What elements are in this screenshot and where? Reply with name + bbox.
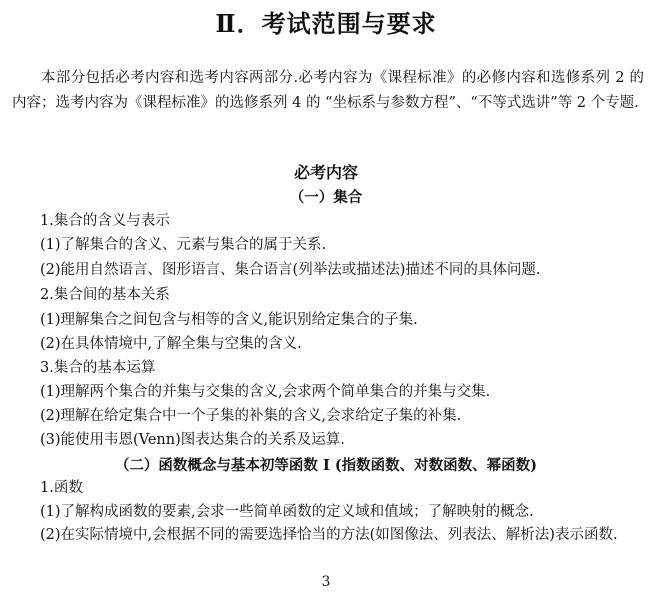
section-1-line: 3.集合的基本运算 [40,360,156,376]
section-1-line: 1.集合的含义与表示 [40,213,170,229]
page-title: Ⅱ．考试范围与要求 [215,9,437,38]
section-2-line: (2)在实际情境中,会根据不同的需要选择恰当的方法(如图像法、列表法、解析法)表示函数. [40,527,618,543]
section-1-line: (1)理解两个集合的并集与交集的含义,会求两个简单集合的并集与交集. [40,384,491,400]
section-1-line: (1)理解集合之间包含与相等的含义,能识别给定集合的子集. [40,312,418,328]
section-1-title: （一）集合 [289,189,363,206]
section-1-line: (2)能用自然语言、图形语言、集合语言(列举法或描述法)描述不同的具体问题. [40,262,541,278]
section-1-line: 2.集合间的基本关系 [40,287,170,303]
section-1-line: (2)理解在给定集合中一个子集的补集的含义,会求给定子集的补集. [40,408,462,424]
section-1-line: (1)了解集合的含义、元素与集合的属于关系. [40,237,327,253]
intro-paragraph: 本部分包括必考内容和选考内容两部分.必考内容为《课程标准》的必修内容和选修系列 2 的内容；选考内容为《课程标准》的选修系列 4 的 “坐标系与参数方程”、“不等式选讲”等 2 个专题. [12,70,644,111]
section-2-title: （二）函数概念与基本初等函数 I (指数函数、对数函数、幂函数) [114,457,538,474]
required-content-heading: 必考内容 [293,163,358,182]
section-1-line: (3)能使用韦恩(Venn)图表达集合的关系及运算. [40,432,345,448]
page-number: 3 [321,574,331,590]
section-2-line: 1.函数 [40,480,83,496]
section-1-line: (2)在具体情境中,了解全集与空集的含义. [40,336,302,352]
section-2-line: (1)了解构成函数的要素,会求一些简单函数的定义域和值域；了解映射的概念. [40,504,534,520]
